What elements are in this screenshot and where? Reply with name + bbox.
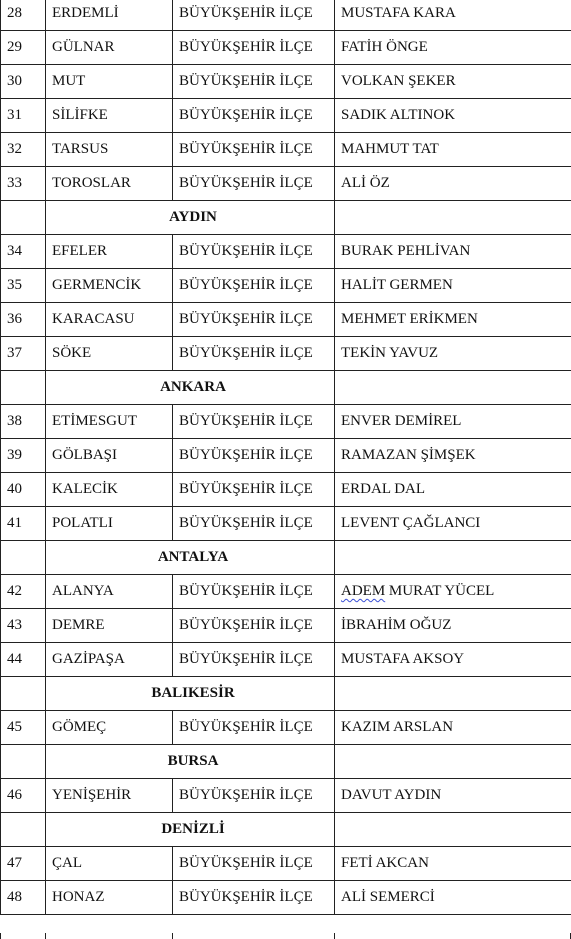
table-row (1, 133, 571, 167)
district-name: ERDEMLİ (46, 0, 173, 31)
empty-cell (335, 541, 571, 575)
row-number: 33 (1, 167, 46, 201)
row-number: 29 (1, 31, 46, 65)
row-number: 28 (1, 0, 46, 31)
table-row (1, 881, 571, 915)
table-row (1, 99, 571, 133)
province-label: BALIKESİR (46, 677, 335, 711)
row-number: 38 (1, 405, 46, 439)
province-header-row (1, 677, 571, 711)
municipality-type: BÜYÜKŞEHİR İLÇE (173, 65, 335, 99)
table-row (1, 405, 571, 439)
district-name: ETİMESGUT (46, 405, 173, 439)
row-number: 43 (1, 609, 46, 643)
candidate-name: LEVENT ÇAĞLANCI (335, 507, 571, 541)
municipality-type: BÜYÜKŞEHİR İLÇE (173, 473, 335, 507)
district-name: GÜLNAR (46, 31, 173, 65)
row-number: 36 (1, 303, 46, 337)
table-row (1, 65, 571, 99)
row-number: 41 (1, 507, 46, 541)
candidate-name: MEHMET ERİKMEN (335, 303, 571, 337)
province-header-row (1, 745, 571, 779)
district-name: ÇAL (46, 847, 173, 881)
municipality-type: BÜYÜKŞEHİR İLÇE (173, 643, 335, 677)
municipality-type: BÜYÜKŞEHİR İLÇE (173, 609, 335, 643)
district-name: KALECİK (46, 473, 173, 507)
municipality-type: BÜYÜKŞEHİR İLÇE (173, 881, 335, 915)
candidate-name: ERDAL DAL (335, 473, 571, 507)
municipality-type: BÜYÜKŞEHİR İLÇE (173, 303, 335, 337)
municipality-type: BÜYÜKŞEHİR İLÇE (173, 439, 335, 473)
empty-cell (1, 371, 46, 405)
district-name: MUT (46, 65, 173, 99)
table-continuation-lines (0, 933, 571, 939)
row-number: 46 (1, 779, 46, 813)
table-row (1, 235, 571, 269)
district-name: GERMENCİK (46, 269, 173, 303)
candidate-name: BURAK PEHLİVAN (335, 235, 571, 269)
candidate-name-rest: MURAT YÜCEL (385, 583, 495, 599)
empty-cell (335, 201, 571, 235)
district-name: GÖMEÇ (46, 711, 173, 745)
row-number: 48 (1, 881, 46, 915)
empty-cell (1, 813, 46, 847)
candidate-name: KAZIM ARSLAN (335, 711, 571, 745)
candidate-name: ALİ ÖZ (335, 167, 571, 201)
province-header-row (1, 541, 571, 575)
municipality-type: BÜYÜKŞEHİR İLÇE (173, 847, 335, 881)
province-label: DENİZLİ (46, 813, 335, 847)
district-name: ALANYA (46, 575, 173, 609)
municipality-type: BÜYÜKŞEHİR İLÇE (173, 31, 335, 65)
district-name: EFELER (46, 235, 173, 269)
table-row (1, 575, 571, 609)
row-number: 45 (1, 711, 46, 745)
row-number: 42 (1, 575, 46, 609)
table-row (1, 303, 571, 337)
row-number: 35 (1, 269, 46, 303)
table-row (1, 711, 571, 745)
province-header-row (1, 813, 571, 847)
candidate-name: VOLKAN ŞEKER (335, 65, 571, 99)
candidate-name: SADIK ALTINOK (335, 99, 571, 133)
province-label: ANKARA (46, 371, 335, 405)
municipality-type: BÜYÜKŞEHİR İLÇE (173, 507, 335, 541)
empty-cell (1, 201, 46, 235)
province-label: ANTALYA (46, 541, 335, 575)
district-name: KARACASU (46, 303, 173, 337)
empty-cell (335, 813, 571, 847)
row-number: 32 (1, 133, 46, 167)
empty-cell (1, 541, 46, 575)
candidate-name: ENVER DEMİREL (335, 405, 571, 439)
district-name: TOROSLAR (46, 167, 173, 201)
table-row (1, 439, 571, 473)
row-number: 31 (1, 99, 46, 133)
table-row (1, 507, 571, 541)
empty-cell (1, 677, 46, 711)
province-label: AYDIN (46, 201, 335, 235)
province-header-row (1, 201, 571, 235)
empty-cell (1, 745, 46, 779)
municipality-type: BÜYÜKŞEHİR İLÇE (173, 269, 335, 303)
candidate-name: MUSTAFA KARA (335, 0, 571, 31)
empty-cell (335, 745, 571, 779)
table-row (1, 167, 571, 201)
municipality-type: BÜYÜKŞEHİR İLÇE (173, 235, 335, 269)
table-row (1, 0, 571, 31)
candidate-name: İBRAHİM OĞUZ (335, 609, 571, 643)
municipality-type: BÜYÜKŞEHİR İLÇE (173, 405, 335, 439)
table-row (1, 337, 571, 371)
row-number: 39 (1, 439, 46, 473)
municipality-type: BÜYÜKŞEHİR İLÇE (173, 711, 335, 745)
candidate-name: MUSTAFA AKSOY (335, 643, 571, 677)
row-number: 37 (1, 337, 46, 371)
district-name: SİLİFKE (46, 99, 173, 133)
candidate-name (335, 575, 571, 609)
spellcheck-flagged-word: ADEM (341, 583, 386, 599)
row-number: 44 (1, 643, 46, 677)
district-name: GÖLBAŞI (46, 439, 173, 473)
district-name: HONAZ (46, 881, 173, 915)
municipality-type: BÜYÜKŞEHİR İLÇE (173, 99, 335, 133)
district-name: DEMRE (46, 609, 173, 643)
candidate-name: ALİ SEMERCİ (335, 881, 571, 915)
district-name: POLATLI (46, 507, 173, 541)
row-number: 30 (1, 65, 46, 99)
candidate-name: FATİH ÖNGE (335, 31, 571, 65)
district-name: TARSUS (46, 133, 173, 167)
table-row (1, 609, 571, 643)
table-row (1, 779, 571, 813)
province-header-row (1, 371, 571, 405)
district-name: GAZİPAŞA (46, 643, 173, 677)
table-row (1, 847, 571, 881)
candidate-name: HALİT GERMEN (335, 269, 571, 303)
municipality-type: BÜYÜKŞEHİR İLÇE (173, 337, 335, 371)
table-row (1, 269, 571, 303)
municipality-type: BÜYÜKŞEHİR İLÇE (173, 167, 335, 201)
row-number: 34 (1, 235, 46, 269)
empty-cell (335, 677, 571, 711)
candidate-name: FETİ AKCAN (335, 847, 571, 881)
district-name: YENİŞEHİR (46, 779, 173, 813)
row-number: 47 (1, 847, 46, 881)
candidate-name: DAVUT AYDIN (335, 779, 571, 813)
empty-cell (335, 371, 571, 405)
candidate-name: TEKİN YAVUZ (335, 337, 571, 371)
candidate-name: RAMAZAN ŞİMŞEK (335, 439, 571, 473)
candidate-name: MAHMUT TAT (335, 133, 571, 167)
table-row (1, 473, 571, 507)
province-label: BURSA (46, 745, 335, 779)
district-name: SÖKE (46, 337, 173, 371)
table-row (1, 31, 571, 65)
table-row (1, 643, 571, 677)
row-number: 40 (1, 473, 46, 507)
municipality-type: BÜYÜKŞEHİR İLÇE (173, 133, 335, 167)
candidate-table-body (1, 0, 571, 915)
municipality-type: BÜYÜKŞEHİR İLÇE (173, 575, 335, 609)
municipality-type: BÜYÜKŞEHİR İLÇE (173, 779, 335, 813)
municipality-type: BÜYÜKŞEHİR İLÇE (173, 0, 335, 31)
